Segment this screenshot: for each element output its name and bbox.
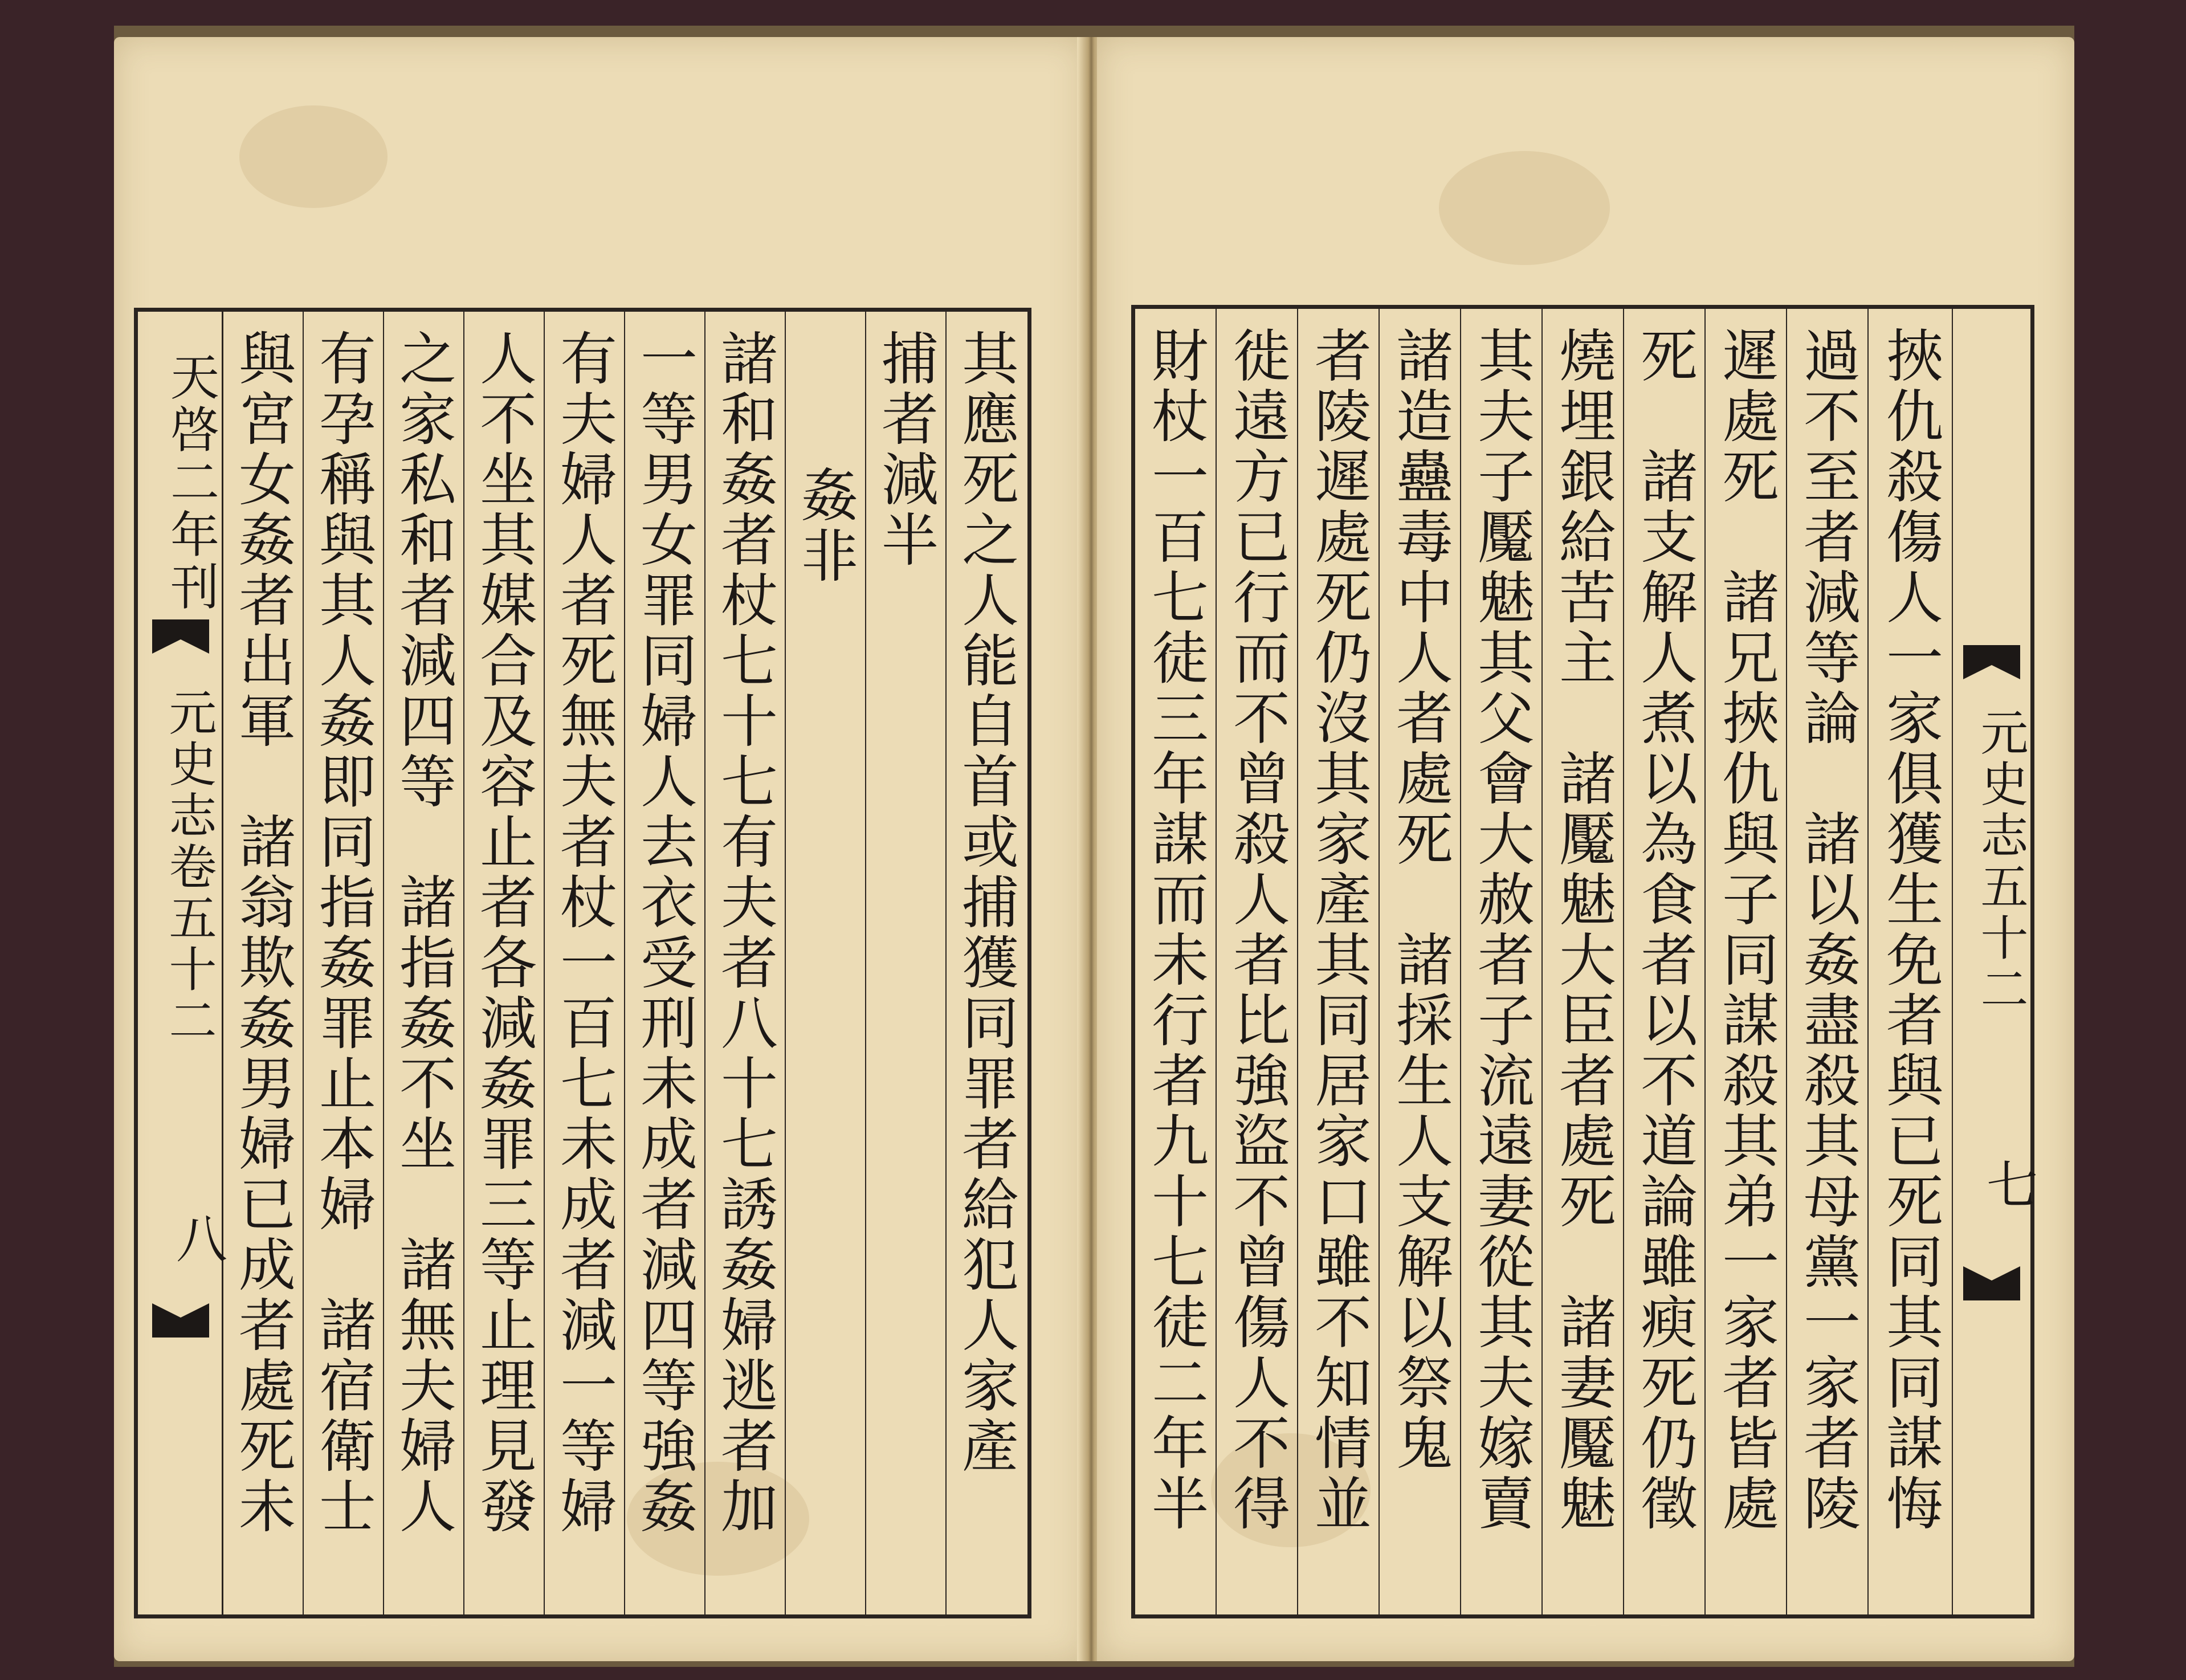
fishtail-bottom-icon [1963, 1255, 2020, 1300]
right-column-8: 者陵遲處死仍沒其家產其同居家口雖不知情並 [1298, 309, 1380, 1614]
left-column-5: 一等男女罪同婦人去衣受刑未成者減四等強姦 [625, 312, 705, 1614]
right-text-block [1135, 309, 1953, 1614]
left-column-3: 姦非 [786, 312, 866, 1614]
left-page-frame [134, 308, 1031, 1618]
page-number: 八 [167, 1212, 227, 1267]
right-column-7: 諸造蠱毒中人者處死 諸採生人支解以祭鬼 [1380, 309, 1461, 1614]
open-book [114, 26, 2074, 1667]
fishtail-top-icon [1963, 645, 2020, 691]
left-column-10: 與宮女姦者出軍 諸翁欺姦男婦已成者處死未 [223, 312, 304, 1614]
left-page [114, 37, 1086, 1661]
right-column-10: 財杖一百七徒三年謀而未行者九十七徒二年半 [1135, 309, 1217, 1614]
right-column-3: 遲處死 諸兄挾仇與子同謀殺其弟一家者皆處 [1706, 309, 1787, 1614]
right-page [1097, 37, 2074, 1661]
edition-note: 天啓二年刊 [162, 352, 219, 614]
left-column-7: 人不坐其媒合及容止者各減姦罪三等止理見發 [464, 312, 545, 1614]
left-column-4: 諸和姦者杖七十七有夫者八十七誘姦婦逃者加 [705, 312, 786, 1614]
book-title-margin: 元史志卷五十二 [161, 688, 217, 1047]
left-margin-column [138, 312, 227, 1614]
left-column-2: 捕者減半 [866, 312, 947, 1614]
right-column-2: 過不至者減等論 諸以姦盡殺其母黨一家者陵 [1787, 309, 1869, 1614]
right-column-9: 徙遠方已行而不曾殺人者比強盜不曾傷人不得 [1217, 309, 1298, 1614]
right-margin-column [1953, 309, 2037, 1614]
fishtail-top-icon [152, 619, 209, 665]
fishtail-bottom-icon [152, 1292, 209, 1338]
page-number: 七 [1977, 1158, 2037, 1213]
left-column-1: 其應死之人能自首或捕獲同罪者給犯人家產 [952, 329, 1019, 1477]
right-page-frame [1131, 305, 2037, 1618]
book-title-margin: 元史志五十二 [1973, 708, 2029, 1016]
right-column-6: 其夫子魘魅其父會大赦者子流遠妻從其夫嫁賣 [1461, 309, 1543, 1614]
right-column-4: 死 諸支解人煮以為食者以不道論雖瘐死仍徵 [1624, 309, 1706, 1614]
left-column-9: 有孕稱與其人姦即同指姦罪止本婦 諸宿衛士 [304, 312, 384, 1614]
left-text-block [223, 312, 1027, 1614]
right-column-1: 挾仇殺傷人一家俱獲生免者與已死同其同謀悔 [1869, 309, 1953, 1614]
left-column-6: 有夫婦人者死無夫者杖一百七未成者減一等婦 [545, 312, 625, 1614]
left-column-8: 之家私和者減四等 諸指姦不坐 諸無夫婦人 [384, 312, 464, 1614]
right-column-5: 燒埋銀給苦主 諸魘魅大臣者處死 諸妻魘魅 [1543, 309, 1624, 1614]
